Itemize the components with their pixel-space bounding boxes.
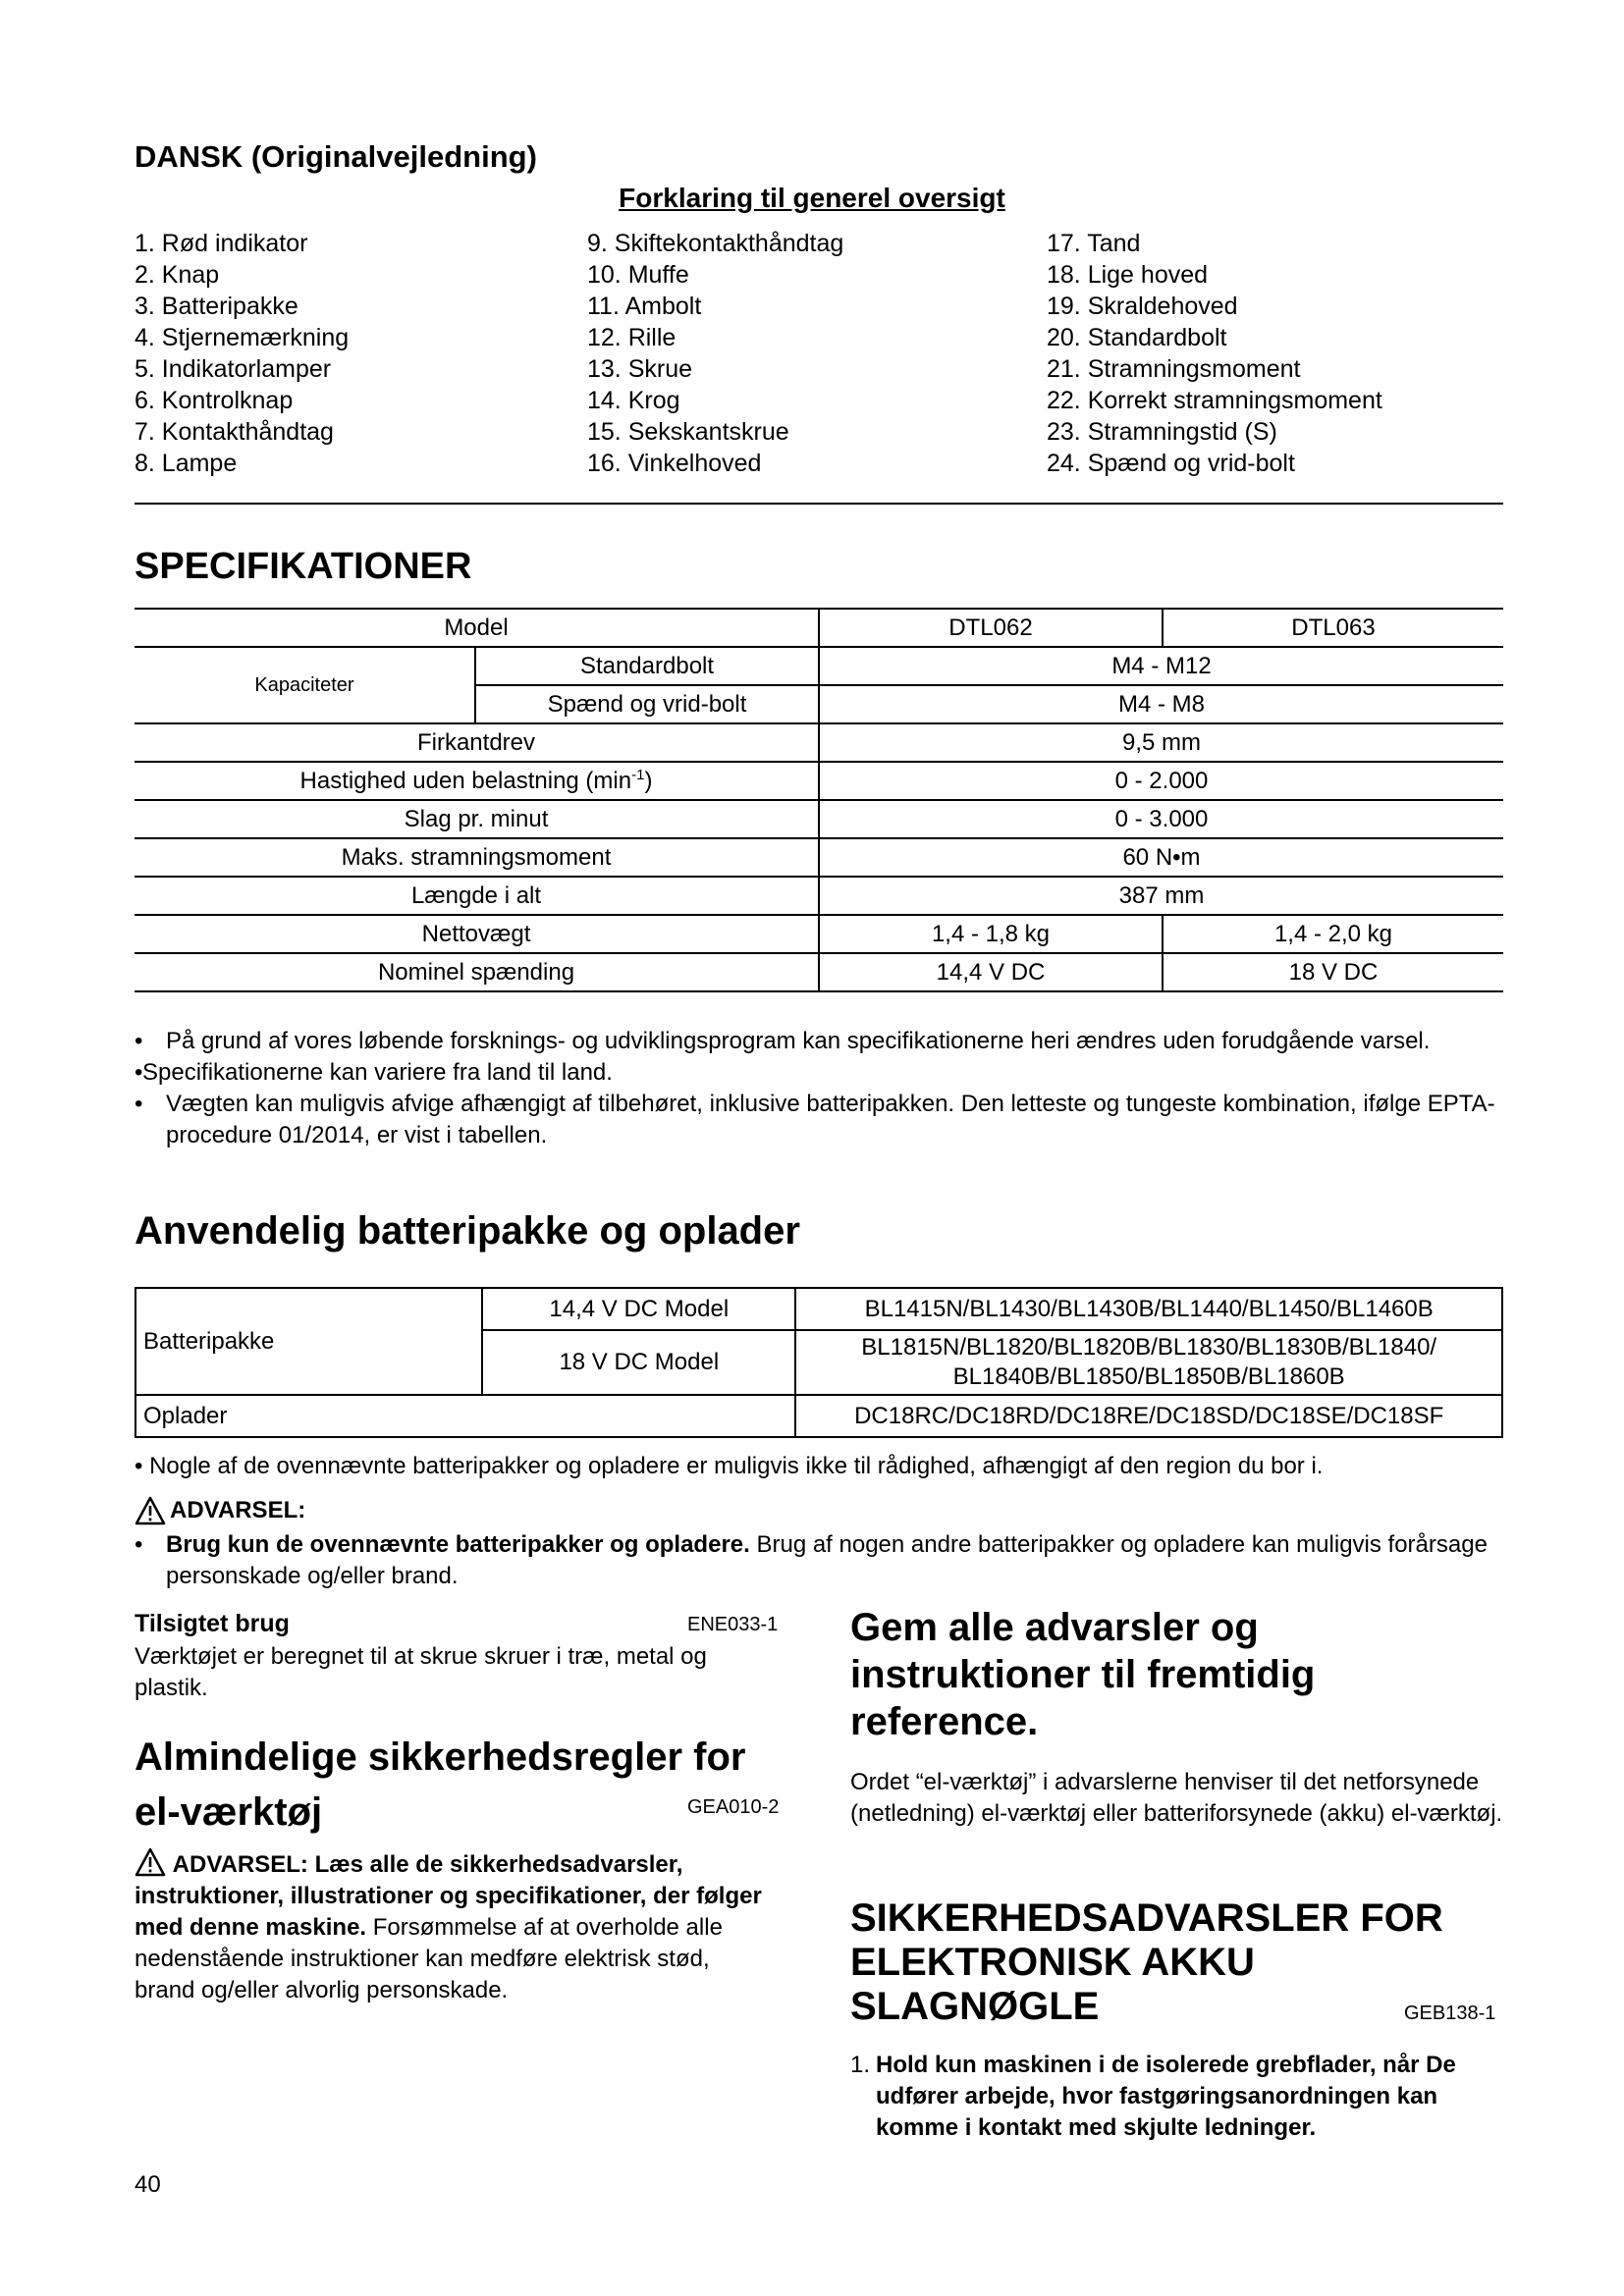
legend-item: 17. Tand xyxy=(1047,230,1141,257)
keep-instructions-heading: Gem alle advarsler og instruktioner til fremtidig reference. xyxy=(850,1606,1316,1743)
table-row xyxy=(135,915,1503,953)
legend-item: 12. Rille xyxy=(587,324,677,351)
page-number: 40 xyxy=(135,2171,161,2198)
table-row xyxy=(135,1288,1502,1330)
legend-item: 14. Krog xyxy=(587,387,680,414)
legend-item: 7. Kontakthåndtag xyxy=(135,418,334,446)
battery-pack-label: Batteripakke xyxy=(135,1288,482,1395)
list-item: • Specifikationerne kan variere fra land til land. xyxy=(135,1059,613,1086)
legend-item: 6. Kontrolknap xyxy=(135,387,294,414)
battery-table xyxy=(135,1287,1503,1438)
spec-std-bolt-value: M4 - M12 xyxy=(819,647,1503,685)
legend-item: 2. Knap xyxy=(135,261,220,289)
legend-item: 23. Stramningstid (S) xyxy=(1047,418,1277,446)
list-item: 1. Hold kun maskinen i de isolerede grebflader, når De udfører arbejde, hvor fastgøringsanordningen kan komme i kontakt med skjulte ledninger. xyxy=(850,2052,1456,2141)
spec-square-drive-value: 9,5 mm xyxy=(819,723,1503,762)
legend-item: 11. Ambolt xyxy=(587,293,702,320)
spec-voltage-label: Nominel spænding xyxy=(135,953,819,991)
general-safety-heading: Almindelige sikkerhedsregler for el-værktøj xyxy=(135,1735,746,1834)
legend-item: 21. Stramningsmoment xyxy=(1047,355,1301,383)
charger-label: Oplader xyxy=(135,1395,795,1437)
table-row xyxy=(135,723,1503,762)
spec-tension-bolt-label: Spænd og vrid-bolt xyxy=(475,685,819,723)
spec-length-value: 387 mm xyxy=(819,877,1503,915)
section-divider xyxy=(135,503,1503,505)
warning-triangle-icon xyxy=(135,1847,166,1877)
overview-title: Forklaring til generel oversigt xyxy=(619,183,1005,213)
language-title: DANSK (Originalvejledning) xyxy=(135,139,537,174)
legend-item: 8. Lampe xyxy=(135,450,238,477)
warning-triangle-icon xyxy=(135,1496,166,1525)
wrench-safety-heading: SIKKERHEDSADVARSLER FOR ELEKTRONISK AKKU SLAGNØGLE xyxy=(850,1896,1443,2028)
warning-header: ADVARSEL: xyxy=(135,1496,305,1525)
legend-item: 18. Lige hoved xyxy=(1047,261,1209,289)
general-safety-warning: ADVARSEL: Læs alle de sikkerhedsadvarsler, instruktioner, illustrationer og specifikationer, der følger med denne maskine. Forsømmelse af at overholde alle nedenstående instruktioner kan medføre elektrisk stød, brand og/eller alvorlig personskade. xyxy=(135,1847,763,2006)
spec-length-label: Længde i alt xyxy=(135,877,819,915)
legend-item: 10. Muffe xyxy=(587,261,689,289)
warning-body: • Brug kun de ovennævnte batteripakker og opladere. Brug af nogen andre batteripakker og opladere kan muligvis forårsage personskade og/eller brand. xyxy=(135,1531,1488,1589)
legend-item: 4. Stjernemærkning xyxy=(135,324,350,351)
spec-torque-label: Maks. stramningsmoment xyxy=(135,838,819,877)
spec-capacity-label: Kapaciteter xyxy=(135,647,475,723)
legend-item: 3. Batteripakke xyxy=(135,293,298,320)
intended-use-title: Tilsigtet brug xyxy=(135,1610,290,1637)
table-row xyxy=(135,647,1503,685)
list-item: • Vægten kan muligvis afvige afhængigt af tilbehøret, inklusive batteripakken. Den letteste og tungeste kombination, ifølge EPTA-procedure 01/2014, er vist i tabellen. xyxy=(135,1091,1495,1148)
spec-std-bolt-label: Standardbolt xyxy=(475,647,819,685)
spec-speed-label: Hastighed uden belastning $(\min^{-1})$ xyxy=(135,762,819,800)
spec-speed-value: 0 - 2.000 xyxy=(819,762,1503,800)
spec-square-drive-label: Firkantdrev xyxy=(135,723,819,762)
intended-use-code: ENE033-1 xyxy=(687,1614,779,1635)
legend-item: 24. Spænd og vrid-bolt xyxy=(1047,450,1295,477)
table-row xyxy=(135,953,1503,991)
spec-impacts-value: 0 - 3.000 xyxy=(819,800,1503,838)
legend-item: 9. Skiftekontakthåndtag xyxy=(587,230,844,257)
legend-item: 22. Korrekt stramningsmoment xyxy=(1047,387,1382,414)
spec-notes xyxy=(135,1026,1509,1151)
legend-item: 19. Skraldehoved xyxy=(1047,293,1238,320)
battery-heading: Anvendelig batteripakke og oplader xyxy=(135,1209,800,1253)
list-item: • På grund af vores løbende forsknings- og udviklingsprogram kan specifikationerne heri ændres uden forudgående varsel. xyxy=(135,1028,1431,1054)
charger-models: DC18RC/DC18RD/DC18RE/DC18SD/DC18SE/DC18SF xyxy=(795,1395,1502,1437)
legend-column-2 xyxy=(587,228,843,479)
battery-packs-18: BL1815N/BL1820/BL1820B/BL1830/BL1830B/BL1840/ BL1840B/BL1850/BL1850B/BL1860B xyxy=(795,1330,1502,1395)
table-row xyxy=(135,838,1503,877)
spec-model-b: DTL063 xyxy=(1163,609,1503,647)
table-row xyxy=(135,877,1503,915)
table-row xyxy=(135,762,1503,800)
spec-heading: SPECIFIKATIONER xyxy=(135,546,472,587)
availability-note: • Nogle af de ovennævnte batteripakker og opladere er muligvis ikke til rådighed, afhængigt af den region du bor i. xyxy=(135,1453,1324,1479)
spec-tension-bolt-value: M4 - M8 xyxy=(819,685,1503,723)
spec-table xyxy=(135,608,1503,992)
intended-use-text: Værktøjet er beregnet til at skrue skruer i træ, metal og plastik. xyxy=(135,1643,707,1701)
battery-packs-144: BL1415N/BL1430/BL1430B/BL1440/BL1450/BL1460B xyxy=(795,1288,1502,1330)
legend-item: 5. Indikatorlamper xyxy=(135,355,332,383)
battery-model-144: 14,4 V DC Model xyxy=(482,1288,795,1330)
keep-instructions-text: Ordet “el-værktøj” i advarslerne henviser til det netforsynede (netledning) el-værktøj eller batteriforsynede (akku) el-værktøj. xyxy=(850,1769,1503,1827)
spec-weight-label: Nettovægt xyxy=(135,915,819,953)
spec-torque-value: 60 N•m xyxy=(819,838,1503,877)
legend-item: 13. Skrue xyxy=(587,355,693,383)
general-safety-code: GEA010-2 xyxy=(687,1796,780,1818)
battery-model-18: 18 V DC Model xyxy=(482,1330,795,1395)
spec-weight-b: 1,4 - 2,0 kg xyxy=(1163,915,1503,953)
spec-model-label: Model xyxy=(135,609,819,647)
spec-impacts-label: Slag pr. minut xyxy=(135,800,819,838)
spec-voltage-b: 18 V DC xyxy=(1163,953,1503,991)
legend-item: 1. Rød indikator xyxy=(135,230,308,257)
legend-item: 16. Vinkelhoved xyxy=(587,450,762,477)
legend-item: 20. Standardbolt xyxy=(1047,324,1227,351)
spec-voltage-a: 14,4 V DC xyxy=(819,953,1163,991)
legend-column-3 xyxy=(1047,228,1382,479)
table-row xyxy=(135,800,1503,838)
wrench-safety-code: GEB138-1 xyxy=(1404,2002,1496,2024)
legend-column-1 xyxy=(135,228,349,479)
legend-item: 15. Sekskantskrue xyxy=(587,418,789,446)
spec-model-a: DTL062 xyxy=(819,609,1163,647)
table-row xyxy=(135,1395,1502,1437)
table-row xyxy=(135,609,1503,647)
spec-weight-a: 1,4 - 1,8 kg xyxy=(819,915,1163,953)
